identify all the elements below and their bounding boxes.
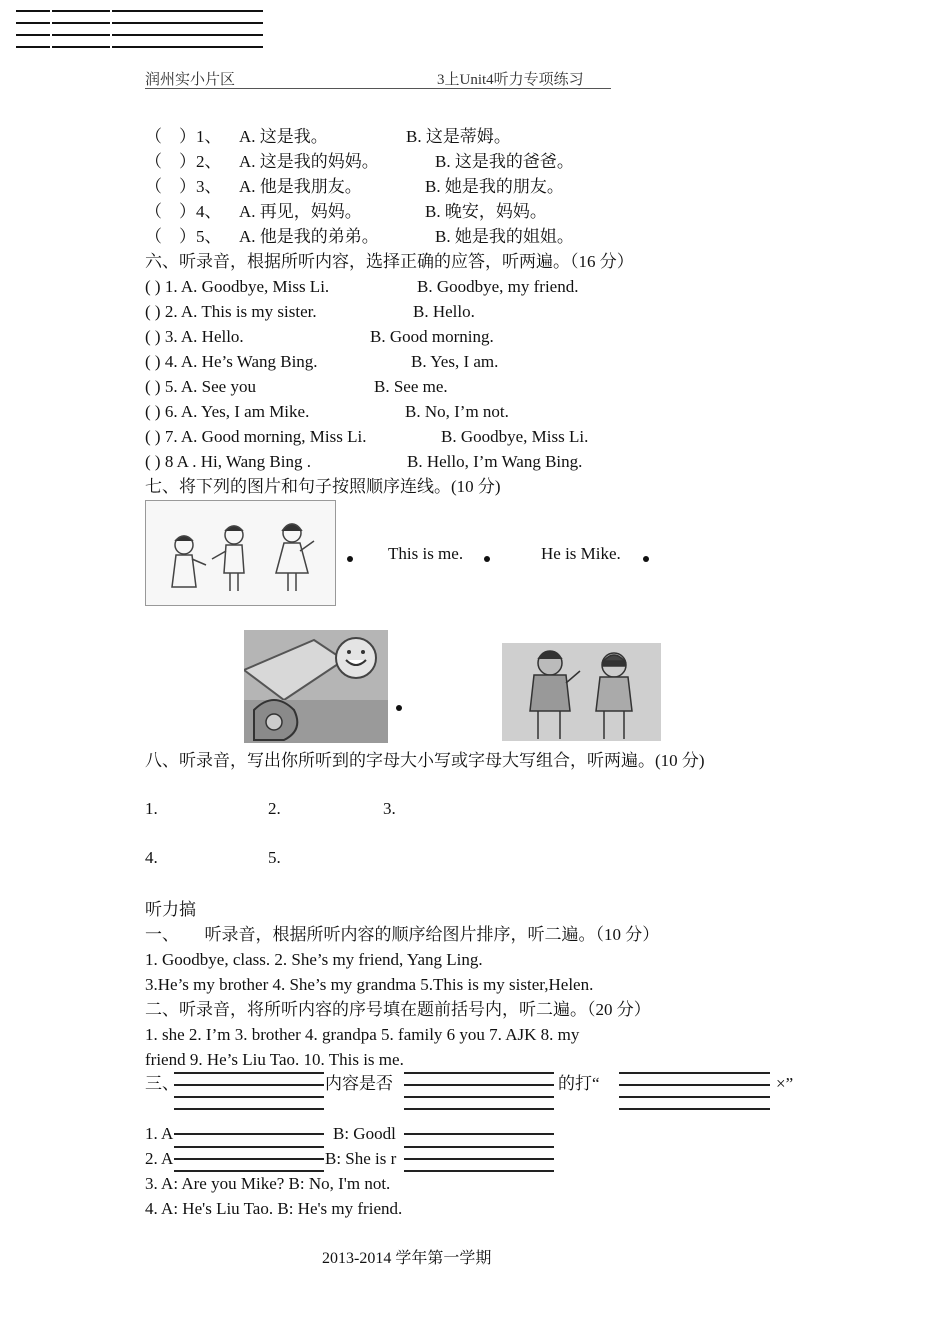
script-line: 1. A B: Goodl bbox=[145, 1124, 396, 1143]
answer-blank-2: 2. bbox=[268, 799, 281, 818]
section-title: 三、 内容是否 的打“ ×” bbox=[145, 1074, 794, 1093]
header-rule bbox=[145, 88, 611, 89]
match-sentence-2: He is Mike. bbox=[541, 544, 621, 563]
question-row: （ ）2、 A. 这是我的妈妈。 B. 这是我的爸爸。 bbox=[145, 152, 574, 171]
section-title: 七、将下列的图片和句子按照顺序连线。(10 分) bbox=[145, 477, 501, 496]
section-title: 六、听录音，根据所听内容，选择正确的应答，听两遍。（16 分） bbox=[145, 252, 634, 271]
script-line: 1. Goodbye, class. 2. She’s my friend, Yang Ling. bbox=[145, 950, 483, 969]
section-title: 二、听录音，将所听内容的序号填在题前括号内，听二遍。（20 分） bbox=[145, 1000, 651, 1019]
question-row: （ ）4、 A. 再见，妈妈。 B. 晚安，妈妈。 bbox=[145, 202, 547, 221]
answer-blank-5: 5. bbox=[268, 848, 281, 867]
question-row: ( ) 7. A. Good morning, Miss Li. B. Goodbye, Miss Li. bbox=[145, 427, 589, 446]
question-row: （ ）5、 A. 他是我的弟弟。 B. 她是我的姐姐。 bbox=[145, 227, 574, 246]
answer-blank-1: 1. bbox=[145, 799, 158, 818]
header-school: 润州实小片区 bbox=[145, 72, 236, 88]
question-row: ( ) 4. A. He’s Wang Bing. B. Yes, I am. bbox=[145, 352, 499, 371]
match-dot[interactable] bbox=[396, 705, 402, 711]
header-title: 3上Unit4听力专项练习 bbox=[437, 72, 584, 88]
answer-blank-4: 4. bbox=[145, 848, 158, 867]
match-dot[interactable] bbox=[347, 556, 353, 562]
picture-two-kids bbox=[502, 643, 661, 741]
question-row: ( ) 8 A . Hi, Wang Bing . B. Hello, I’m Wang Bing. bbox=[145, 452, 583, 471]
section-title: 八、听录音，写出你所听到的字母大小写或字母大写组合，听两遍。(10 分) bbox=[145, 751, 705, 770]
match-sentence-1: This is me. bbox=[388, 544, 464, 563]
script-line: 3.He’s my brother 4. She’s my grandma 5.This is my sister,Helen. bbox=[145, 975, 594, 994]
match-dot[interactable] bbox=[643, 556, 649, 562]
footer-term: 2013-2014 学年第一学期 bbox=[322, 1250, 492, 1267]
script-line: 4. A: He's Liu Tao. B: He's my friend. bbox=[145, 1199, 403, 1218]
script-line: 2. A B: She is r bbox=[145, 1149, 397, 1168]
question-row: ( ) 5. A. See you B. See me. bbox=[145, 377, 448, 396]
question-row: ( ) 6. A. Yes, I am Mike. B. No, I’m not. bbox=[145, 402, 509, 421]
question-row: ( ) 1. A. Goodbye, Miss Li. B. Goodbye, my friend. bbox=[145, 277, 579, 296]
script-line: 3. A: Are you Mike? B: No, I'm not. bbox=[145, 1174, 391, 1193]
answer-blank-3: 3. bbox=[383, 799, 396, 818]
question-row: ( ) 2. A. This is my sister. B. Hello. bbox=[145, 302, 475, 321]
picture-three-kids bbox=[145, 500, 336, 606]
question-row: （ ）1、 A. 这是我。 B. 这是蒂姆。 bbox=[145, 127, 511, 146]
script-line: friend 9. He’s Liu Tao. 10. This is me. bbox=[145, 1050, 404, 1065]
picture-bedroom-sun bbox=[244, 630, 388, 743]
question-row: ( ) 3. A. Hello. B. Good morning. bbox=[145, 327, 494, 346]
script-title: 听力搞 bbox=[145, 900, 196, 919]
question-row: （ ）3、 A. 他是我朋友。 B. 她是我的朋友。 bbox=[145, 177, 564, 196]
section-title: 一、 听录音，根据所听内容的顺序给图片排序，听二遍。（10 分） bbox=[145, 925, 660, 944]
script-line: 1. she 2. I’m 3. brother 4. grandpa 5. family 6 you 7. AJK 8. my bbox=[145, 1025, 580, 1044]
match-dot[interactable] bbox=[484, 556, 490, 562]
